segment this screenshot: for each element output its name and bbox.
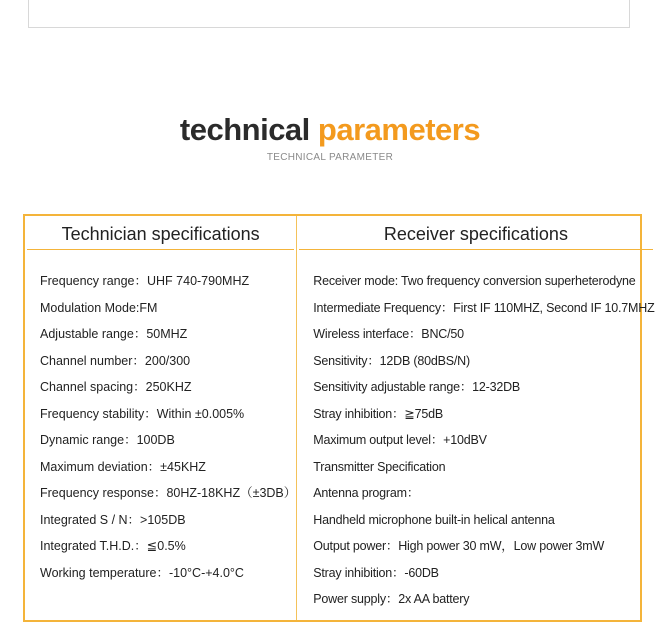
receiver-column [297,216,654,620]
section-subtitle: TECHNICAL PARAMETER [266,152,394,163]
spec-row: Intermediate Frequency：First IF 110MHZ, Second IF 10.7MHZ [313,300,655,315]
receiver-list [297,250,654,613]
spec-row: Sensitivity：12DB (80dBS/N) [313,353,470,368]
section-title [0,112,660,148]
title-word-technical: technical [179,112,310,147]
spec-row: Channel number：200/300 [40,353,191,368]
spec-row: Integrated T.H.D.：≦0.5% [40,539,186,553]
technician-list [25,250,296,586]
technician-column [25,216,297,620]
spec-row: Frequency range：UHF 740-790MHZ [40,274,250,288]
spec-row: Handheld microphone built-in helical antenna [313,512,555,527]
spec-table [23,214,655,622]
receiver-heading: Receiver specifications [299,216,652,250]
spec-row: Channel spacing：250KHZ [40,380,192,394]
spec-row: Output power：High power 30 mW，Low power 3mW [313,539,605,553]
spec-row: Power supply：2x AA battery [313,592,470,606]
spec-row: Modulation Mode:FM [40,300,158,315]
spec-row: Frequency stability：Within ±0.005% [40,406,245,421]
technician-heading: Technician specifications [27,216,294,250]
spec-row: Maximum output level：+10dBV [313,433,487,447]
spec-row: Antenna program： [313,486,420,500]
spec-row: Frequency response：80HZ-18KHZ（±3DB） [40,486,297,500]
spec-row: Wireless interface：BNC/50 [313,327,464,341]
spec-row: Sensitivity adjustable range：12-32DB [313,380,521,394]
spec-row: Stray inhibition：≧75dB [313,406,444,421]
spec-row: Stray inhibition：-60DB [313,565,439,580]
spec-row: Maximum deviation：±45KHZ [40,459,206,474]
spec-row: Receiver mode: Two frequency conversion superheterodyne [313,274,636,288]
spec-row: Working temperature：-10°C-+4.0°C [40,565,244,580]
spec-row: Dynamic range：100DB [40,433,175,447]
spec-row: Adjustable range：50MHZ [40,327,188,341]
spec-row: Transmitter Specification [313,459,446,474]
title-word-parameters: parameters [317,112,481,147]
top-frame [28,0,630,28]
spec-row: Integrated S / N：>105DB [40,512,186,527]
